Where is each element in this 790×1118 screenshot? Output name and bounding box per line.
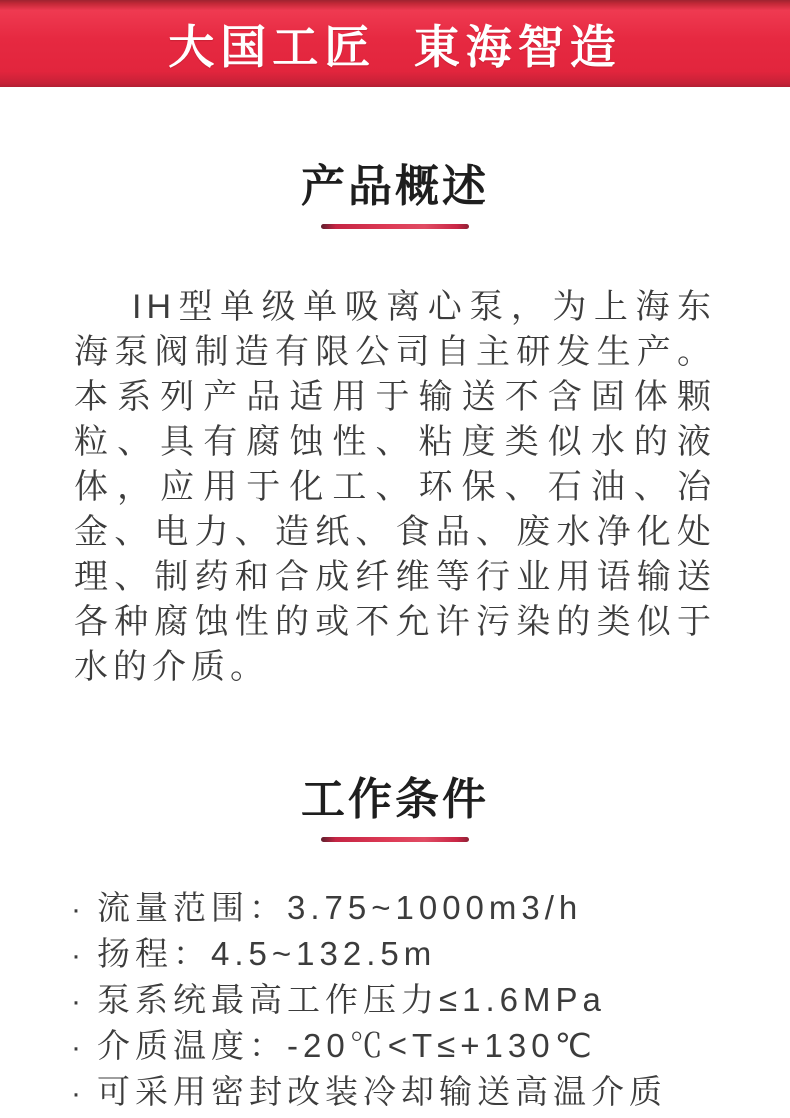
condition-max-pressure: 泵系统最高工作压力≤1.6MPa [97, 981, 606, 1018]
bullet-icon: · [71, 893, 86, 926]
list-item [71, 886, 719, 932]
banner-title: 大国工匠 東海智造 [168, 20, 622, 73]
conditions-title-underline [321, 837, 469, 842]
overview-paragraph: IH型单级单吸离心泵，为上海东海泵阀制造有限公司自主研发生产。本系列产品适用于输送不含固体颗粒、具有腐蚀性、粘度类似水的液体，应用于化工、环保、石油、冶金、电力、造纸、食品、废水净化处理、制药和合成纤维等行业用语输送各种腐蚀性的或不允许污染的类似于水的介质。 [74, 288, 716, 686]
product-content [0, 162, 790, 1116]
condition-flow-range: 流量范围：3.75~1000m3/h [97, 889, 583, 926]
bullet-icon: · [71, 939, 86, 972]
list-item [71, 1070, 719, 1116]
conditions-list [71, 886, 719, 1116]
condition-medium-temperature: 介质温度：-20℃<T≤+130℃ [97, 1027, 597, 1064]
list-item [71, 932, 719, 978]
conditions-section-title: 工作条件 [301, 775, 489, 824]
bullet-icon: · [71, 1077, 86, 1110]
condition-head: 扬程：4.5~132.5m [97, 935, 437, 972]
overview-title-underline [321, 224, 469, 229]
overview-section [0, 162, 790, 690]
bullet-icon: · [71, 985, 86, 1018]
list-item [71, 978, 719, 1024]
bullet-icon: · [71, 1031, 86, 1064]
conditions-section [0, 775, 790, 1116]
condition-seal-cooling: 可采用密封改装冷却输送高温介质 [97, 1073, 667, 1110]
overview-section-title: 产品概述 [301, 162, 489, 211]
top-banner [0, 0, 790, 87]
list-item [71, 1024, 719, 1070]
